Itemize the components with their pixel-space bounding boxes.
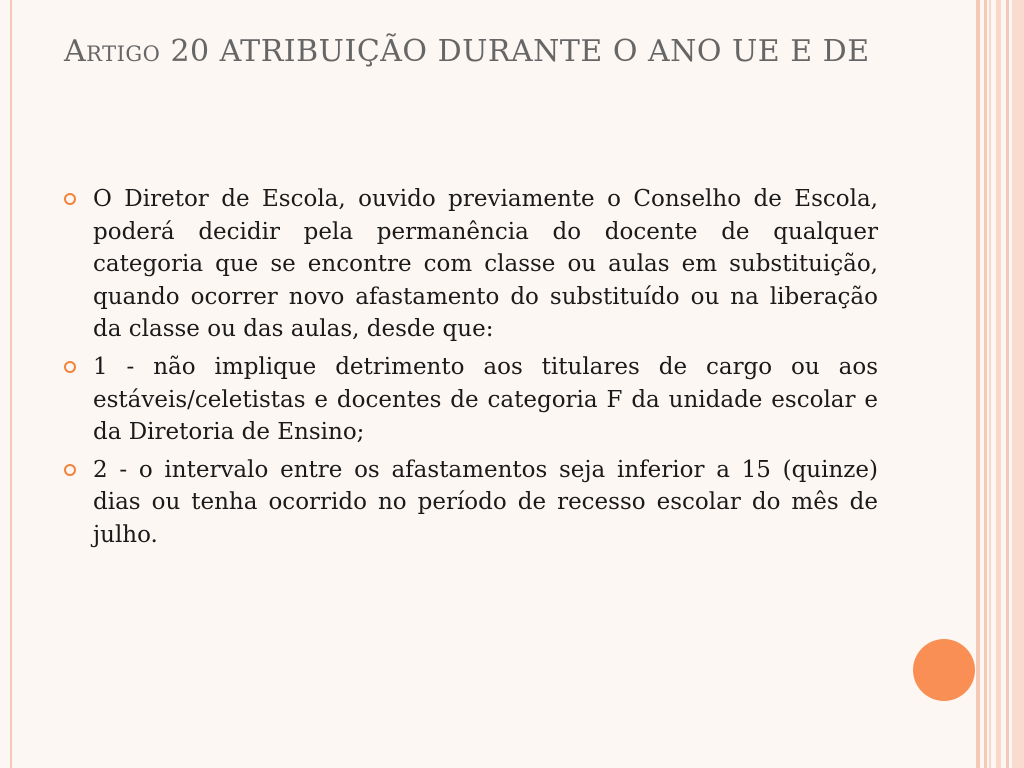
bullet-icon (64, 193, 76, 205)
bullet-item (64, 351, 878, 449)
title-rest: ATRIBUIÇÃO DURANTE O ANO UE E DE (209, 34, 870, 69)
slide-title (64, 32, 884, 72)
slide-body (64, 183, 878, 557)
bullet-text: 2 - o intervalo entre os afastamentos seja inferior a 15 (quinze) dias ou tenha ocorrido no período de recesso escolar do mês de julho. (93, 456, 878, 548)
bullet-item (64, 183, 878, 346)
bullet-text: 1 - não implique detrimento aos titulares de cargo ou aos estáveis/celetistas e docentes de categoria F da unidade escolar e da Diretoria de Ensino; (93, 353, 878, 446)
stripe (984, 0, 987, 768)
bullet-item (64, 454, 878, 552)
stripe (996, 0, 1001, 768)
bullet-icon (64, 464, 76, 476)
right-decorative-stripes (976, 0, 1024, 768)
stripe (1012, 0, 1024, 768)
bullet-text: O Diretor de Escola, ouvido previamente o Conselho de Escola, poderá decidir pela permanência do docente de qualquer categoria que se encontre com classe ou aulas em substituição, quando ocorrer novo afastamento do substituído ou na liberação da classe ou das aulas, desde que: (93, 186, 878, 343)
stripe (1006, 0, 1009, 768)
bullet-icon (64, 361, 76, 373)
stripe (976, 0, 980, 768)
decorative-circle (913, 639, 975, 701)
stripe (989, 0, 991, 768)
title-lead: Artigo 20 (64, 34, 210, 69)
left-border-line (10, 0, 12, 768)
